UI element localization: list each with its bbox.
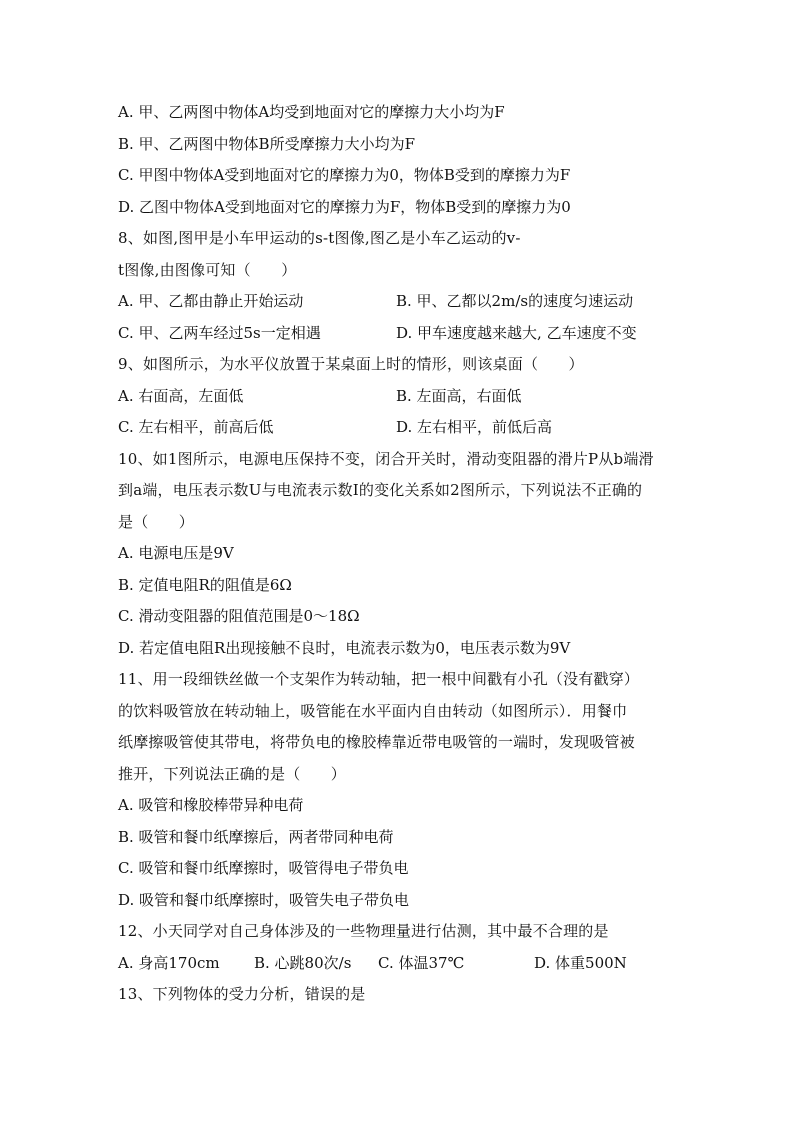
q11-option-d: D. 吸管和餐巾纸摩擦时，吸管失电子带负电: [118, 890, 410, 909]
q8-option-d: D. 甲车速度越来越大, 乙车速度不变: [396, 323, 637, 342]
q7-option-b: B. 甲、乙两图中物体B所受摩擦力大小均为F: [118, 134, 415, 153]
q10-option-a: A. 电源电压是9V: [118, 544, 234, 562]
q9-stem: 9、如图所示，为水平仪放置于某桌面上时的情形，则该桌面（ ）: [118, 355, 584, 373]
q11-stem-line-1: 11、用一段细铁丝做一个支架作为转动轴，把一根中间戳有小孔（没有戳穿）: [118, 670, 640, 688]
q9-options-row-1: [118, 381, 678, 413]
q12-option-a: A. 身高170cm: [118, 953, 220, 972]
q9-options-row-2: [118, 412, 678, 444]
q9-option-d: D. 左右相平，前低后高: [396, 418, 553, 436]
q11-stem-line-3: 纸摩擦吸管使其带电，将带负电的橡胶棒靠近带电吸管的一端时，发现吸管被: [118, 733, 635, 751]
q8-stem-line-1: 8、如图,图甲是小车甲运动的s-t图像,图乙是小车乙运动的v-: [118, 229, 521, 247]
q8-options-row-1: [118, 286, 678, 318]
q10-option-c: C. 滑动变阻器的阻值范围是0～18Ω: [118, 607, 360, 625]
q10-stem-line-1: 10、如1图所示，电源电压保持不变，闭合开关时，滑动变阻器的滑片P从b端滑: [118, 449, 654, 468]
exam-page: [118, 97, 678, 1011]
q11-stem-line-4: 推开，下列说法正确的是（ ）: [118, 764, 347, 783]
q8-option-a: A. 甲、乙都由静止开始运动: [118, 292, 304, 310]
q9-option-a: A. 右面高，左面低: [118, 386, 244, 405]
q8-option-b: B. 甲、乙都以2m/s的速度匀速运动: [396, 292, 634, 310]
q10-option-d: D. 若定值电阻R出现接触不良时，电流表示数为0，电压表示数为9V: [118, 638, 571, 657]
q11-option-b: B. 吸管和餐巾纸摩擦后，两者带同种电荷: [118, 827, 394, 846]
q12-option-c: C. 体温37℃: [378, 953, 465, 972]
q13-stem: 13、下列物体的受力分析，错误的是: [118, 985, 366, 1003]
q12-stem: 12、小天同学对自己身体涉及的一些物理量进行估测，其中最不合理的是: [118, 922, 609, 940]
q9-option-c: C. 左右相平，前高后低: [118, 418, 274, 436]
q7-option-d: D. 乙图中物体A受到地面对它的摩擦力为F，物体B受到的摩擦力为0: [118, 197, 571, 216]
q8-stem-line-2: t图像,由图像可知（ ）: [118, 260, 297, 279]
q11-option-c: C. 吸管和餐巾纸摩擦时，吸管得电子带负电: [118, 859, 409, 877]
q8-option-c: C. 甲、乙两车经过5s一定相遇: [118, 323, 321, 342]
q12-option-d: D. 体重500N: [534, 953, 627, 972]
q10-stem-line-2: 到a端，电压表示数U与电流表示数I的变化关系如2图所示，下列说法不正确的: [118, 481, 643, 499]
q11-option-a: A. 吸管和橡胶棒带异种电荷: [118, 796, 304, 814]
q12-options-row: [118, 948, 678, 980]
q10-stem-line-3: 是（ ）: [118, 512, 195, 531]
q8-options-row-2: [118, 318, 678, 350]
q7-option-a: A. 甲、乙两图中物体A均受到地面对它的摩擦力大小均为F: [118, 103, 505, 121]
q11-stem-line-2: 的饮料吸管放在转动轴上，吸管能在水平面内自由转动（如图所示）．用餐巾: [118, 701, 628, 720]
q12-option-b: B. 心跳80次/s: [254, 953, 352, 972]
q9-option-b: B. 左面高，右面低: [396, 386, 522, 405]
q7-option-c: C. 甲图中物体A受到地面对它的摩擦力为0，物体B受到的摩擦力为F: [118, 166, 571, 184]
q10-option-b: B. 定值电阻R的阻值是6Ω: [118, 575, 292, 594]
